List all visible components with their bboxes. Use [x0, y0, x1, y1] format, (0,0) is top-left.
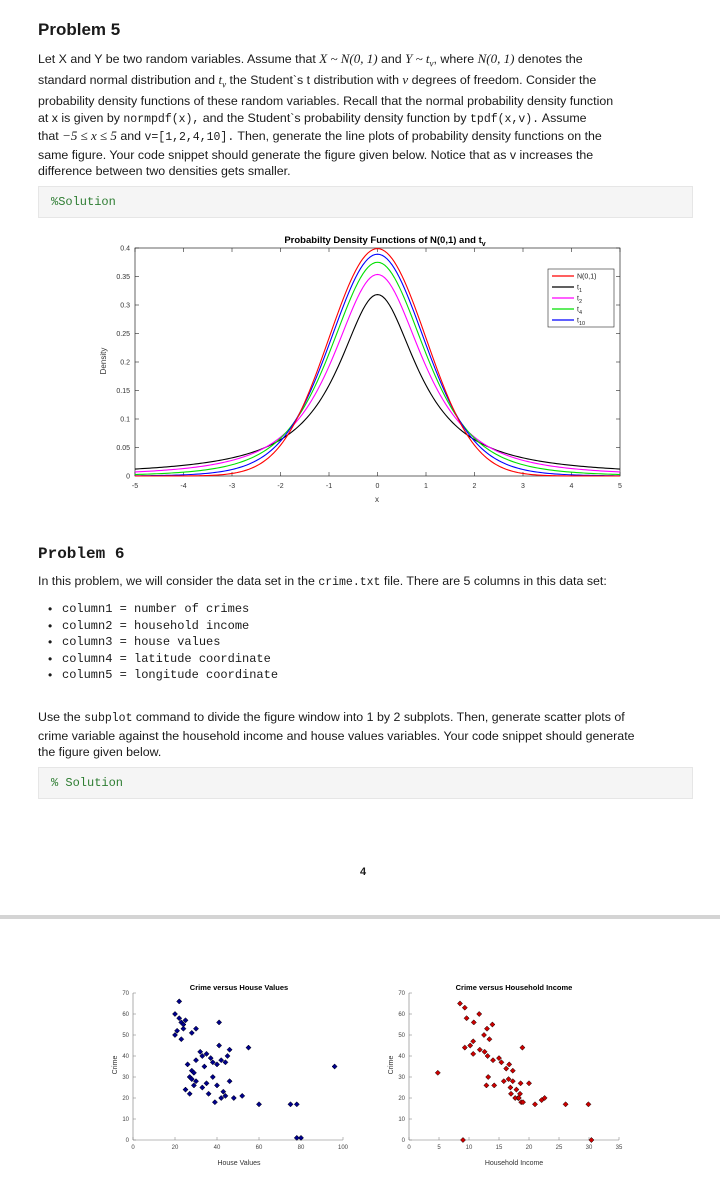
- scatter-point: [504, 1066, 509, 1071]
- scatter-point: [526, 1081, 531, 1086]
- column-list-item: • column3 = house values: [62, 634, 278, 651]
- legend-label: N(0,1): [577, 273, 597, 281]
- x-tick-label: 15: [495, 1145, 503, 1151]
- x-tick-label: 20: [171, 1145, 179, 1151]
- scatter-point: [485, 1053, 490, 1058]
- y-tick-label: 50: [398, 1033, 405, 1039]
- y-tick-label: 50: [122, 1033, 129, 1039]
- scatter-point: [484, 1083, 489, 1088]
- y-tick-label: 40: [398, 1054, 405, 1060]
- scatter-point: [471, 1051, 476, 1056]
- scatter-point: [227, 1047, 232, 1052]
- column-list-item: • column4 = latitude coordinate: [62, 651, 278, 668]
- scatter-point: [332, 1064, 337, 1069]
- scatter-point: [477, 1047, 482, 1052]
- y-tick-label: 10: [398, 1117, 405, 1123]
- scatter-1-xlabel: House Values: [217, 1160, 261, 1167]
- scatter-point: [214, 1083, 219, 1088]
- x-tick-label: 0: [375, 483, 380, 490]
- scatter-point: [217, 1043, 222, 1048]
- problem-6-intro: In this problem, we will consider the data set in the crime.txt file. There are 5 columns in this data set:: [38, 574, 607, 589]
- legend-label: $t_4$: [577, 306, 583, 316]
- scatter-point: [172, 1011, 177, 1016]
- scatter-point: [212, 1100, 217, 1105]
- x-tick-label: 60: [255, 1145, 263, 1151]
- scatter-point: [457, 1001, 462, 1006]
- p6-task-line-2: crime variable against the household income and house values variables. Your code snippet should generate: [38, 728, 635, 743]
- scatter-house-values: [122, 991, 348, 1151]
- y-tick-label: 0.3: [120, 302, 130, 310]
- legend-label: $t_1$: [577, 284, 583, 294]
- scatter-point: [487, 1037, 492, 1042]
- scatter-point: [193, 1026, 198, 1031]
- p6-task-line-1: Use the subplot command to divide the figure window into 1 by 2 subplots. Then, generate scatter plots of: [38, 710, 625, 725]
- scatter-point: [204, 1081, 209, 1086]
- scatter-point: [532, 1102, 537, 1107]
- scatter-point: [496, 1056, 501, 1061]
- y-tick-label: 0.05: [116, 445, 130, 452]
- scatter-point: [516, 1095, 521, 1100]
- scatter-point: [462, 1045, 467, 1050]
- scatter-point: [514, 1087, 519, 1092]
- p5-line-4: at x is given by normpdf(x), and the Student`s probability density function by tpdf(x,v). Assume: [38, 110, 587, 126]
- scatter-point: [508, 1091, 513, 1096]
- x-tick-label: 30: [585, 1145, 593, 1151]
- y-tick-label: 40: [122, 1054, 129, 1060]
- scatter-point: [462, 1005, 467, 1010]
- x-tick-label: -2: [277, 483, 284, 490]
- y-tick-label: 20: [122, 1096, 129, 1102]
- x-tick-label: 1: [424, 483, 428, 490]
- problem-6-task: [38, 709, 678, 761]
- pdf-chart-axes: [116, 246, 622, 491]
- p5-line-3: probability density functions of these random variables. Recall that the normal probability density function: [38, 94, 614, 109]
- y-tick-label: 70: [398, 991, 405, 997]
- x-tick-label: -1: [325, 483, 333, 490]
- x-tick-label: 35: [615, 1145, 623, 1151]
- solution-comment: % Solution: [51, 776, 124, 790]
- scatter-point: [246, 1045, 251, 1050]
- scatter-2-xlabel: Household Income: [484, 1160, 544, 1167]
- scatter-point: [490, 1022, 495, 1027]
- column-list: [62, 601, 278, 684]
- y-tick-label: 0.2: [120, 359, 130, 367]
- scatter-2-title: Crime versus Household Income: [455, 983, 573, 992]
- problem-5-text: [38, 51, 678, 180]
- y-tick-label: 0.35: [116, 274, 130, 281]
- scatter-point: [179, 1037, 184, 1042]
- p6-task-line-3: the figure given below.: [38, 745, 162, 759]
- scatter-point: [202, 1064, 207, 1069]
- scatter-point: [586, 1102, 591, 1107]
- scatter-point: [187, 1091, 192, 1096]
- x-tick-label: 40: [213, 1145, 221, 1151]
- scatter-point: [288, 1102, 293, 1107]
- scatter-point: [499, 1060, 504, 1065]
- y-tick-label: 60: [398, 1012, 405, 1018]
- y-tick-label: 10: [122, 1117, 129, 1123]
- x-tick-label: 80: [297, 1145, 305, 1151]
- scatter-point: [508, 1085, 513, 1090]
- scatter-point: [486, 1074, 491, 1079]
- problem-6-heading: Problem 6: [38, 545, 125, 563]
- scatter-2-ylabel: Crime: [388, 1055, 395, 1075]
- scatter-point: [471, 1020, 476, 1025]
- problem-5-code-cell[interactable]: [38, 186, 693, 218]
- scatter-1-ylabel: Crime: [112, 1055, 119, 1075]
- scatter-point: [193, 1058, 198, 1063]
- scatter-point: [240, 1093, 245, 1098]
- x-tick-label: -3: [228, 483, 236, 490]
- p5-line-6: same figure. Your code snippet should generate the figure given below. Notice that as v increases the: [38, 147, 594, 162]
- scatter-point: [477, 1011, 482, 1016]
- x-tick-label: 0: [407, 1145, 411, 1151]
- y-tick-label: 0: [126, 473, 130, 481]
- y-tick-label: 0.15: [116, 388, 130, 395]
- x-tick-label: 0: [131, 1145, 135, 1151]
- scatter-subplots: [100, 975, 640, 1175]
- y-tick-label: 0: [401, 1138, 405, 1144]
- pdf-line-chart: [85, 226, 645, 506]
- scatter-point: [294, 1102, 299, 1107]
- scatter-1-title: Crime versus House Values: [189, 983, 289, 992]
- page-number: 4: [359, 866, 367, 878]
- scatter-point: [225, 1053, 230, 1058]
- scatter-point: [490, 1058, 495, 1063]
- pdf-chart-legend: [548, 269, 614, 327]
- scatter-point: [217, 1020, 222, 1025]
- scatter-point: [501, 1079, 506, 1084]
- x-tick-label: 4: [569, 483, 574, 490]
- y-tick-label: 30: [122, 1075, 129, 1081]
- scatter-point: [492, 1083, 497, 1088]
- pdf-chart-xlabel: x: [375, 495, 379, 504]
- scatter-point: [520, 1045, 525, 1050]
- y-tick-label: 0: [125, 1138, 129, 1144]
- y-tick-label: 30: [398, 1075, 405, 1081]
- pdf-chart-title: Probabilty Density Functions of N(0,1) and $t_v$: [284, 235, 486, 248]
- x-tick-label: -4: [180, 483, 187, 490]
- p5-line-1: Let X and Y be two random variables. Assume that X ~ N(0, 1) and Y ~ $t_v$, where N(0, 1) denotes the: [38, 51, 583, 69]
- x-tick-label: 2: [472, 483, 477, 490]
- pdf-chart-ylabel: Density: [99, 347, 108, 375]
- column-list-item: • column1 = number of crimes: [62, 601, 278, 618]
- y-tick-label: 0.25: [116, 331, 130, 338]
- x-tick-label: 10: [465, 1145, 473, 1151]
- p5-line-2: standard normal distribution and $t_v$ the Student`s t distribution with v degrees of freedom. Consider the: [38, 72, 597, 90]
- scatter-point: [484, 1026, 489, 1031]
- x-tick-label: 3: [521, 483, 525, 490]
- problem-5-heading: Problem 5: [38, 20, 121, 39]
- scatter-point: [189, 1030, 194, 1035]
- scatter-point: [181, 1026, 186, 1031]
- x-tick-label: -5: [131, 483, 139, 490]
- scatter-point: [200, 1085, 205, 1090]
- scatter-point: [468, 1043, 473, 1048]
- x-tick-label: 20: [525, 1145, 533, 1151]
- scatter-point: [206, 1091, 211, 1096]
- x-tick-label: 100: [337, 1145, 349, 1151]
- scatter-point: [507, 1062, 512, 1067]
- scatter-point: [460, 1137, 465, 1142]
- scatter-point: [481, 1032, 486, 1037]
- plot-box: [135, 248, 620, 476]
- scatter-point: [210, 1074, 215, 1079]
- scatter-point: [185, 1062, 190, 1067]
- scatter-point: [435, 1070, 440, 1075]
- page-separator: [0, 915, 720, 919]
- column-list-item: • column2 = household income: [62, 618, 278, 635]
- y-tick-label: 60: [122, 1012, 129, 1018]
- column-list-item: • column5 = longitude coordinate: [62, 667, 278, 684]
- y-tick-label: 0.4: [120, 245, 130, 253]
- scatter-point: [471, 1039, 476, 1044]
- p5-line-5: that −5 ≤ x ≤ 5 and v=[1,2,4,10]. Then, generate the line plots of probability density functions on the: [38, 128, 602, 145]
- x-tick-label: 5: [437, 1145, 441, 1151]
- scatter-point: [183, 1087, 188, 1092]
- legend-label: $t_{10}$: [577, 317, 586, 327]
- scatter-point: [589, 1137, 594, 1142]
- scatter-point: [482, 1049, 487, 1054]
- scatter-point: [177, 999, 182, 1004]
- scatter-household-income: [398, 991, 623, 1151]
- scatter-point: [563, 1102, 568, 1107]
- y-tick-label: 70: [122, 991, 129, 997]
- legend-label: $t_2$: [577, 295, 583, 305]
- y-tick-label: 20: [398, 1096, 405, 1102]
- scatter-point: [227, 1079, 232, 1084]
- scatter-point: [510, 1068, 515, 1073]
- x-tick-label: 25: [555, 1145, 563, 1151]
- problem-6-code-cell[interactable]: [38, 767, 693, 799]
- scatter-point: [231, 1095, 236, 1100]
- y-tick-label: 0.1: [120, 416, 130, 424]
- scatter-point: [464, 1016, 469, 1021]
- p5-line-7: difference between two densities gets smaller.: [38, 164, 291, 179]
- scatter-point: [256, 1102, 261, 1107]
- solution-comment: %Solution: [51, 195, 116, 209]
- scatter-point: [518, 1081, 523, 1086]
- x-tick-label: 5: [618, 483, 622, 490]
